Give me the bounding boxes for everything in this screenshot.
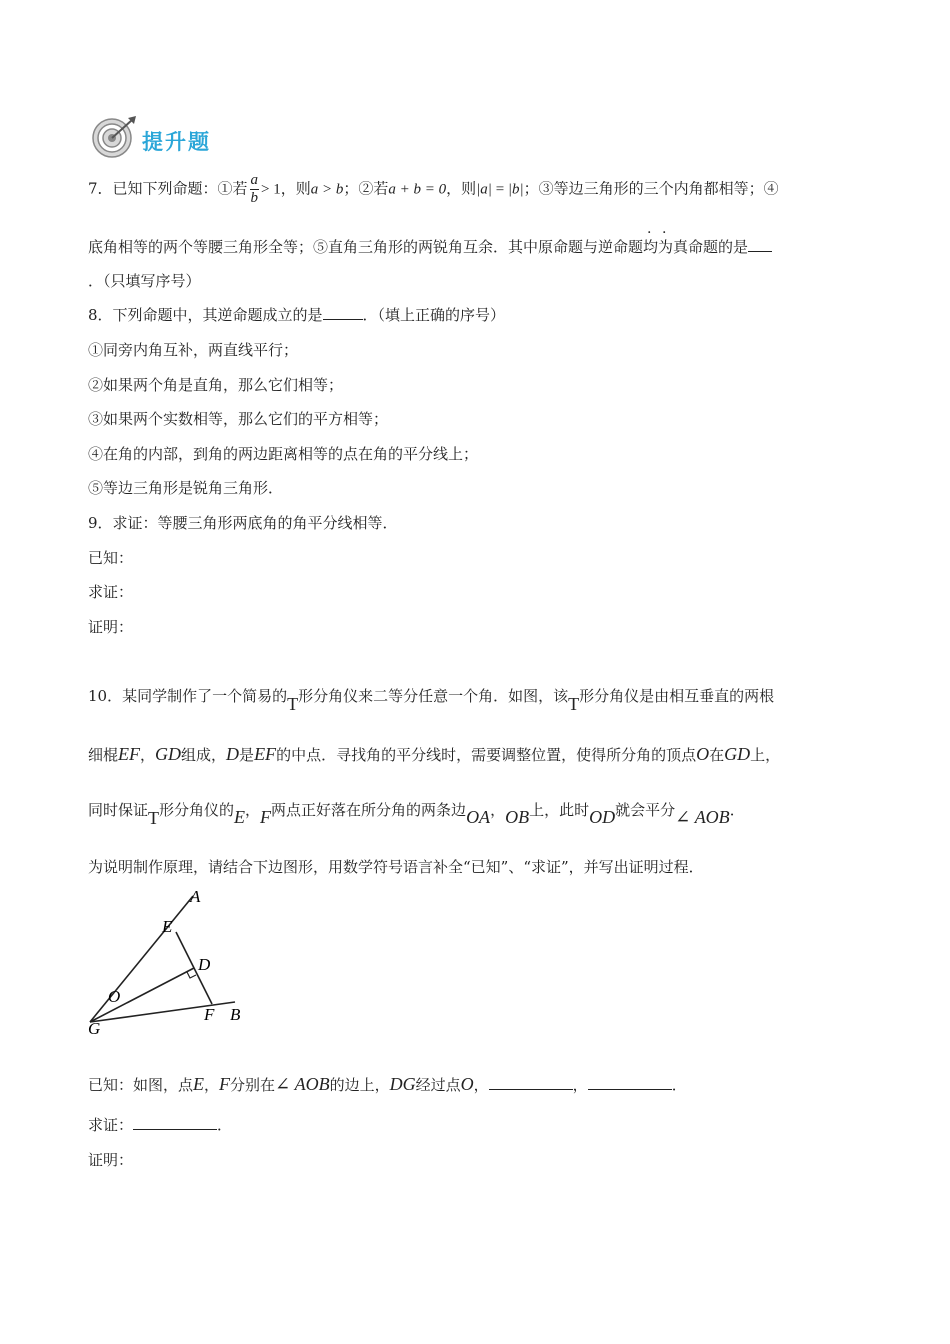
math-EF: EF <box>254 744 277 764</box>
q7-text: 真命题的是 <box>673 238 749 256</box>
math-abs-a: |a| <box>476 181 492 198</box>
math-F: F <box>219 1074 231 1094</box>
q9-prove: 求证： <box>88 583 134 601</box>
q10-text: 经过点 <box>415 1076 461 1094</box>
emphasis-char: 均 <box>643 238 659 256</box>
section-title: 提升题 <box>142 130 211 154</box>
q10-line1 <box>88 684 774 714</box>
q8-item: ⑤等边三角形是锐角三角形． <box>88 479 284 497</box>
q10-text: 细棍 <box>88 746 119 764</box>
emphasis-char: 为 <box>658 238 674 256</box>
q10-text: ， <box>140 746 156 764</box>
answer-blank[interactable] <box>323 305 363 320</box>
label-A: A <box>190 887 201 906</box>
q10-text: ， <box>572 1076 588 1094</box>
right-angle-mark <box>187 972 196 978</box>
q10-line2 <box>88 744 780 765</box>
q8-text: 8．下列命题中，其逆命题成立的是 <box>88 306 323 324</box>
q10-text: 上， <box>750 746 781 764</box>
q10-text: 形分角仪的 <box>159 801 235 819</box>
q7-text: ；③等边三角形的三个内角都相等；④ <box>523 179 779 198</box>
q10-text: ， <box>204 1076 220 1094</box>
q10-text: ， <box>473 1076 489 1094</box>
math-O: O <box>460 1074 474 1094</box>
math-a-gt-b: a > b <box>310 181 344 198</box>
label-F: F <box>204 1005 215 1024</box>
math-T: T <box>148 808 160 828</box>
q10-known <box>88 1074 687 1095</box>
q10-text: 的中点．寻找角的平分线时，需要调整位置，使得所分角的顶点 <box>276 746 697 764</box>
math-GD: GD <box>724 744 751 764</box>
q10-line3 <box>88 798 745 832</box>
q10-text: 组成， <box>181 746 227 764</box>
q10-text: 是 <box>239 746 255 764</box>
math-GD: GD <box>155 744 182 764</box>
label-G: G <box>88 1019 101 1038</box>
math-OD: OD <box>589 807 616 827</box>
math-E: E <box>193 1074 205 1094</box>
q7-text: ，则 <box>280 179 311 198</box>
answer-blank[interactable] <box>748 237 772 252</box>
target-icon <box>90 112 138 160</box>
geometry-figure <box>80 884 280 1044</box>
math-OA: OA <box>466 807 491 827</box>
segment-GD <box>90 968 194 1022</box>
q10-text: 上，此时 <box>529 801 590 819</box>
q10-line4: 为说明制作原理，请结合下边图形，用数学符号语言补全“已知”、“求证”，并写出证明过程． <box>88 858 704 876</box>
q7-line1 <box>88 172 779 206</box>
q8-text: ．（填上正确的序号） <box>362 306 506 324</box>
q8-item: ①同旁内角互补，两直线平行； <box>88 341 299 359</box>
q10-text: ． <box>217 1116 233 1134</box>
q8-item: ④在角的内部，到角的两边距离相等的点在角的平分线上； <box>88 445 479 463</box>
math-O: O <box>696 744 710 764</box>
q10-text: 在 <box>709 746 725 764</box>
fraction-numerator: a <box>250 172 259 188</box>
q10-text: 10．某同学制作了一个简易的 <box>88 687 288 705</box>
q10-text: 分别在 <box>230 1076 276 1094</box>
q8-stem <box>88 304 505 325</box>
q10-text: ． <box>729 801 745 819</box>
q7-line3: ．（只填写序号） <box>88 272 201 290</box>
q10-text: 两点正好落在所分角的两条边 <box>271 801 467 819</box>
math-F: F <box>260 807 272 827</box>
q7-text: ；②若 <box>343 179 389 198</box>
fraction <box>250 172 260 207</box>
q10-text: 形分角仪来二等分任意一个角．如图，该 <box>298 687 569 705</box>
q10-text: ， <box>490 801 506 819</box>
answer-blank[interactable] <box>588 1075 672 1090</box>
math-a-plus-b: a + b = 0 <box>388 181 447 198</box>
q10-proof: 证明： <box>88 1151 134 1169</box>
q7-line2 <box>88 236 772 257</box>
q10-text: 已知：如图，点 <box>88 1076 194 1094</box>
q10-prove <box>88 1114 232 1135</box>
label-O: O <box>108 987 121 1006</box>
math-eq: = <box>491 181 508 198</box>
math-EF: EF <box>118 744 141 764</box>
math-T: T <box>287 694 299 714</box>
math-OB: OB <box>505 807 530 827</box>
q10-text: 求证： <box>88 1116 134 1134</box>
q8-item: ②如果两个角是直角，那么它们相等； <box>88 376 344 394</box>
q9-proof: 证明： <box>88 618 134 636</box>
math-D: D <box>226 744 240 764</box>
ray-OA <box>90 896 193 1022</box>
q10-text: 形分角仪是由相互垂直的两根 <box>579 687 775 705</box>
math-gt1: > 1 <box>261 181 281 198</box>
math-E: E <box>234 807 246 827</box>
q10-text: 就会平分 <box>615 801 676 819</box>
math-angle-AOB: ∠ AOB <box>275 1074 330 1094</box>
label-B: B <box>230 1005 241 1024</box>
math-angle-AOB: ∠ AOB <box>675 807 730 827</box>
answer-blank[interactable] <box>489 1075 573 1090</box>
q10-text: ． <box>671 1076 687 1094</box>
label-D: D <box>198 955 211 974</box>
q10-text: ， <box>245 801 261 819</box>
q7-text: 底角相等的两个等腰三角形全等；⑤直角三角形的两锐角互余．其中原命题与逆命题 <box>88 238 644 256</box>
math-T: T <box>568 694 580 714</box>
q8-item: ③如果两个实数相等，那么它们的平方相等； <box>88 410 389 428</box>
q9-known: 已知： <box>88 549 134 567</box>
q7-text: ，则 <box>446 179 477 198</box>
q10-text: 同时保证 <box>88 801 149 819</box>
math-DG: DG <box>389 1074 416 1094</box>
label-E: E <box>162 917 173 936</box>
answer-blank[interactable] <box>133 1115 217 1130</box>
fraction-denominator: b <box>250 190 259 206</box>
q9-stem: 9．求证：等腰三角形两底角的角平分线相等． <box>88 514 398 532</box>
math-abs-b: |b| <box>507 181 524 198</box>
q7-text: 7．已知下列命题：①若 <box>88 179 248 198</box>
q10-text: 的边上， <box>329 1076 390 1094</box>
